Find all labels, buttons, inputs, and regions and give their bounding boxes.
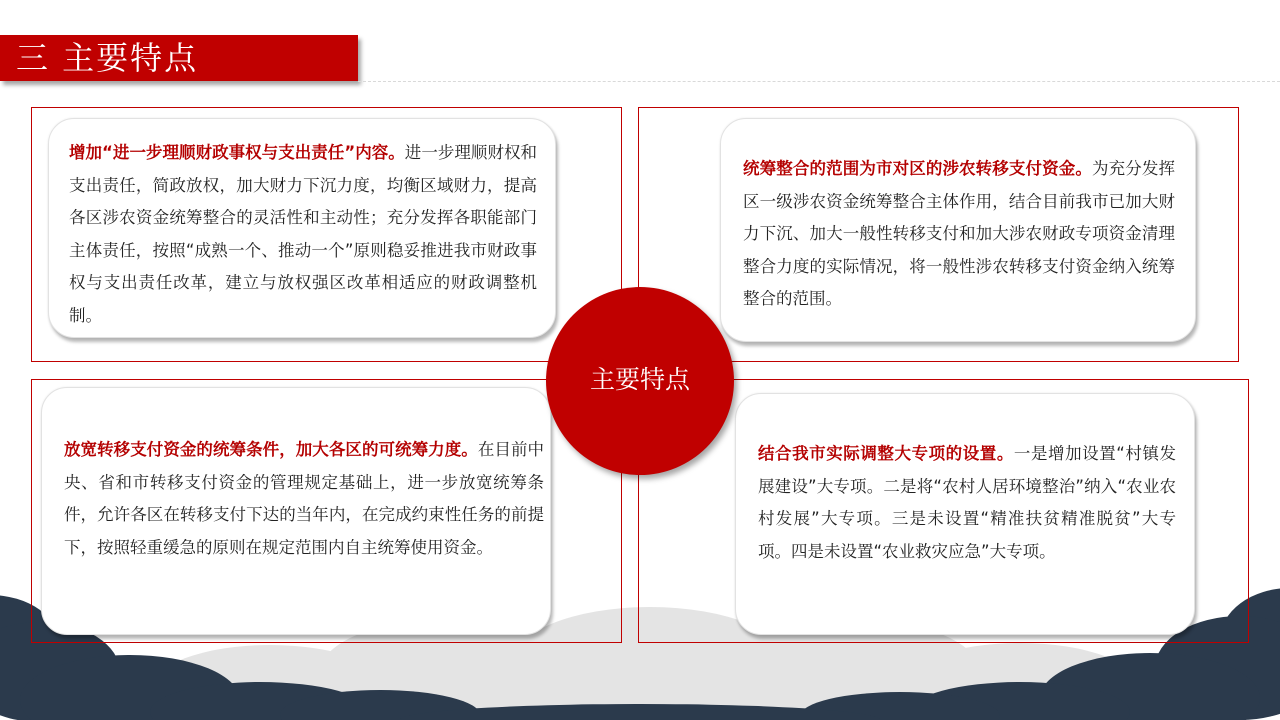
feature-body-4: 一是增加设置“村镇发展建设”大专项。二是将“农村人居环境整治”纳入“农业农村发展”大专项。三是未设置“精准扶贫精准脱贫”大专项。四是未设置“农业救灾应急”大专项。 xyxy=(758,444,1176,561)
feature-highlight-1: 增加“进一步理顺财政事权与支出责任”内容。 xyxy=(69,143,405,162)
feature-body-3: 在目前中央、省和市转移支付资金的管理规定基础上，进一步放宽统筹条件，允许各区在转移支付下达的当年内，在完成约束性任务的前提下，按照轻重缓急的原则在规定范围内自主统筹使用资金。 xyxy=(64,440,545,557)
feature-highlight-2: 统筹整合的范围为市对区的涉农转移支付资金。 xyxy=(743,159,1093,178)
center-circle xyxy=(546,287,734,475)
feature-body-2: 为充分发挥区一级涉农资金统筹整合主体作用，结合目前我市已加大财力下沉、加大一般性转移支付和加大涉农财政专项资金清理整合力度的实际情况，将一般性涉农转移支付资金纳入统筹整合的范围。 xyxy=(743,159,1176,308)
feature-highlight-3: 放宽转移支付资金的统筹条件，加大各区的可统筹力度。 xyxy=(64,440,478,459)
center-label: 主要特点 xyxy=(589,365,690,394)
section-title: 三 主要特点 xyxy=(16,39,199,77)
feature-body-1: 进一步理顺财权和支出责任，简政放权，加大财力下沉力度，均衡区域财力，提高各区涉农资金统筹整合的灵活性和主动性；充分发挥各职能部门主体责任，按照“成熟一个、推动一个”原则稳妥推进我市财政事权与支出责任改革，建立与放权强区改革相适应的财政调整机制。 xyxy=(69,143,537,325)
feature-highlight-4: 结合我市实际调整大专项的设置。 xyxy=(758,444,1014,463)
